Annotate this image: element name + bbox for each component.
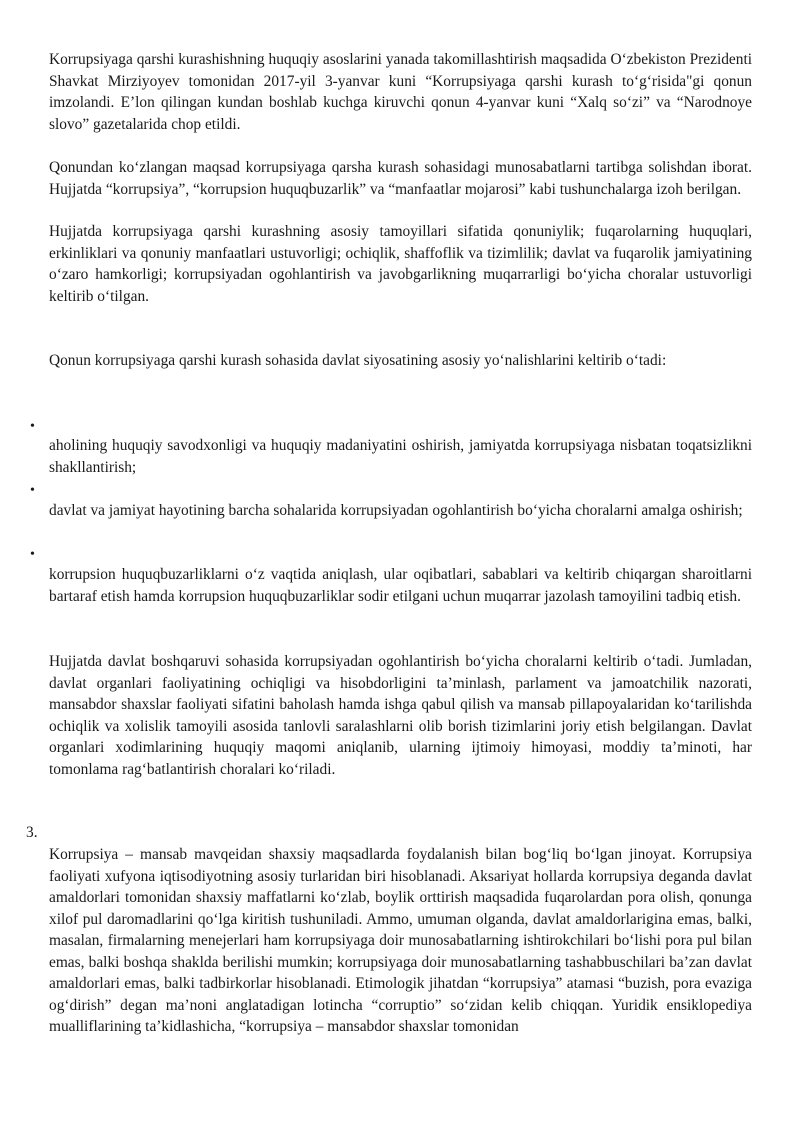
section-number: 3. [26,824,38,841]
list-item: korrupsion huquqbuzarliklarni o‘z vaqtida aniqlash, ular oqibatlari, sabablari va keltirib chiqargan sharoitlarni bartaraf etish hamda korrupsion huquqbuzarliklar sodir etilgani uchun muqarrar jazolash tamoyilini tadbiq etish. [49,566,752,605]
paragraph-corruption-definition: Korrupsiya – mansab mavqeidan shaxsiy maqsadlarda foydalanish bilan bog‘liq bo‘lgan jinoyat. Korrupsiya faoliyati xufyona iqtisodiyotning asosiy turlaridan biri hisoblanadi. Aksariyat hollarda korrupsiya deganda davlat amaldorlari tomonidan shaxsiy maffatlarni ko‘zlab, boylik orttirish maqsadida fuqarolardan pora olish, qonunga xilof pul daromadlarini qo‘lga kiritish tushuniladi. Ammo, umuman olganda, davlat amaldorlarigina emas, balki, masalan, firmalarning menejerlari ham korrupsiyaga doir munosabatlarning ishtirokchilari bo‘lishi pora pul bilan emas, balki boshqa shaklda berilishi mumkin; korrupsiyaga doir munosabatlarning tashabbuschilari ba’zan davlat amaldorlari emas, balki tadbirkorlar hisoblanadi. Etimologik jihatdan “korrupsiya” atamasi “buzish, pora evaziga og‘dirish” degan ma’noni anglatadigan lotincha “corruptio” so‘zidan kelib chiqqan. Yuridik ensiklopediya mualliflarining ta’kidlashicha, “korrupsiya – mansabdor shaxslar tomonidan [49,846,752,1035]
paragraph-prevention-measures: Hujjatda davlat boshqaruvi sohasida korrupsiyadan ogohlantirish bo‘yicha choralarni keltirib o‘tadi. Jumladan, davlat organlari faoliyatining ochiqligi va hisobdorligini ta’minlash, parlament va jamoatchilik nazorati, mansabdor shaxslar faoliyati sifatini baholash hamda ishga qabul qilish va mansab pillapoyalaridan ko‘tarilishda ochiqlik va xolislik tamoyili asosida tanlovli saralashlarni olib borish tizimlarini joriy etish belgilangan. Davlat organlari xodimlarining huquqiy maqomi aniqlanib, ularning ijtimoiy himoyasi, moddiy ta’minoti, har tomonlama rag‘batlantirish choralari ko‘riladi. [49,653,752,778]
list-item: aholining huquqiy savodxonligi va huquqiy madaniyatini oshirish, jamiyatda korrupsiyaga nisbatan toqatsizlikni shakllantirish; [49,437,752,476]
paragraph-principles: Hujjatda korrupsiyaga qarshi kurashning asosiy tamoyillari sifatida qonuniylik; fuqarolarning huquqlari, erkinliklari va qonuniy manfaatlari ustuvorligi; ochiqlik, shaffoflik va tizimlilik; davlat va fuqarolik jamiyatining o‘zaro hamkorligi; korrupsiyadan ogohlantirish va javobgarlikning muqarrarligi bo‘yicha choralar ustuvorligi keltirib o‘tilgan. [49,223,752,305]
paragraph-law-purpose: Qonundan ko‘zlangan maqsad korrupsiyaga qarsha kurash sohasidagi munosabatlarni tartibga solishdan iborat. Hujjatda “korrupsiya”, “korrupsion huquqbuzarlik” va “manfaatlar mojarosi” kabi tushunchalarga izoh berilgan. [49,159,752,198]
paragraph-law-signing: Korrupsiyaga qarshi kurashishning huquqiy asoslarini yanada takomillashtirish maqsadida O‘zbekiston Prezidenti Shavkat Mirziyoyev tomonidan 2017-yil 3-yanvar kuni “Korrupsiyaga qarshi kurash to‘g‘risida"gi qonun imzolandi. E’lon qilingan kundan boshlab kuchga kiruvchi qonun 4-yanvar kuni “Xalq so‘zi” va “Narodnoye slovo” gazetalarida chop etildi. [49,51,752,133]
paragraph-policy-directions: Qonun korrupsiyaga qarshi kurash sohasida davlat siyosatining asosiy yo‘nalishlarini keltirib o‘tadi: [49,352,667,369]
bullet-marker: • [30,419,35,434]
bullet-marker: • [30,483,35,498]
bullet-marker: • [30,547,35,562]
list-item: davlat va jamiyat hayotining barcha sohalarida korrupsiyadan ogohlantirish bo‘yicha choralarni amalga oshirish; [49,502,743,519]
